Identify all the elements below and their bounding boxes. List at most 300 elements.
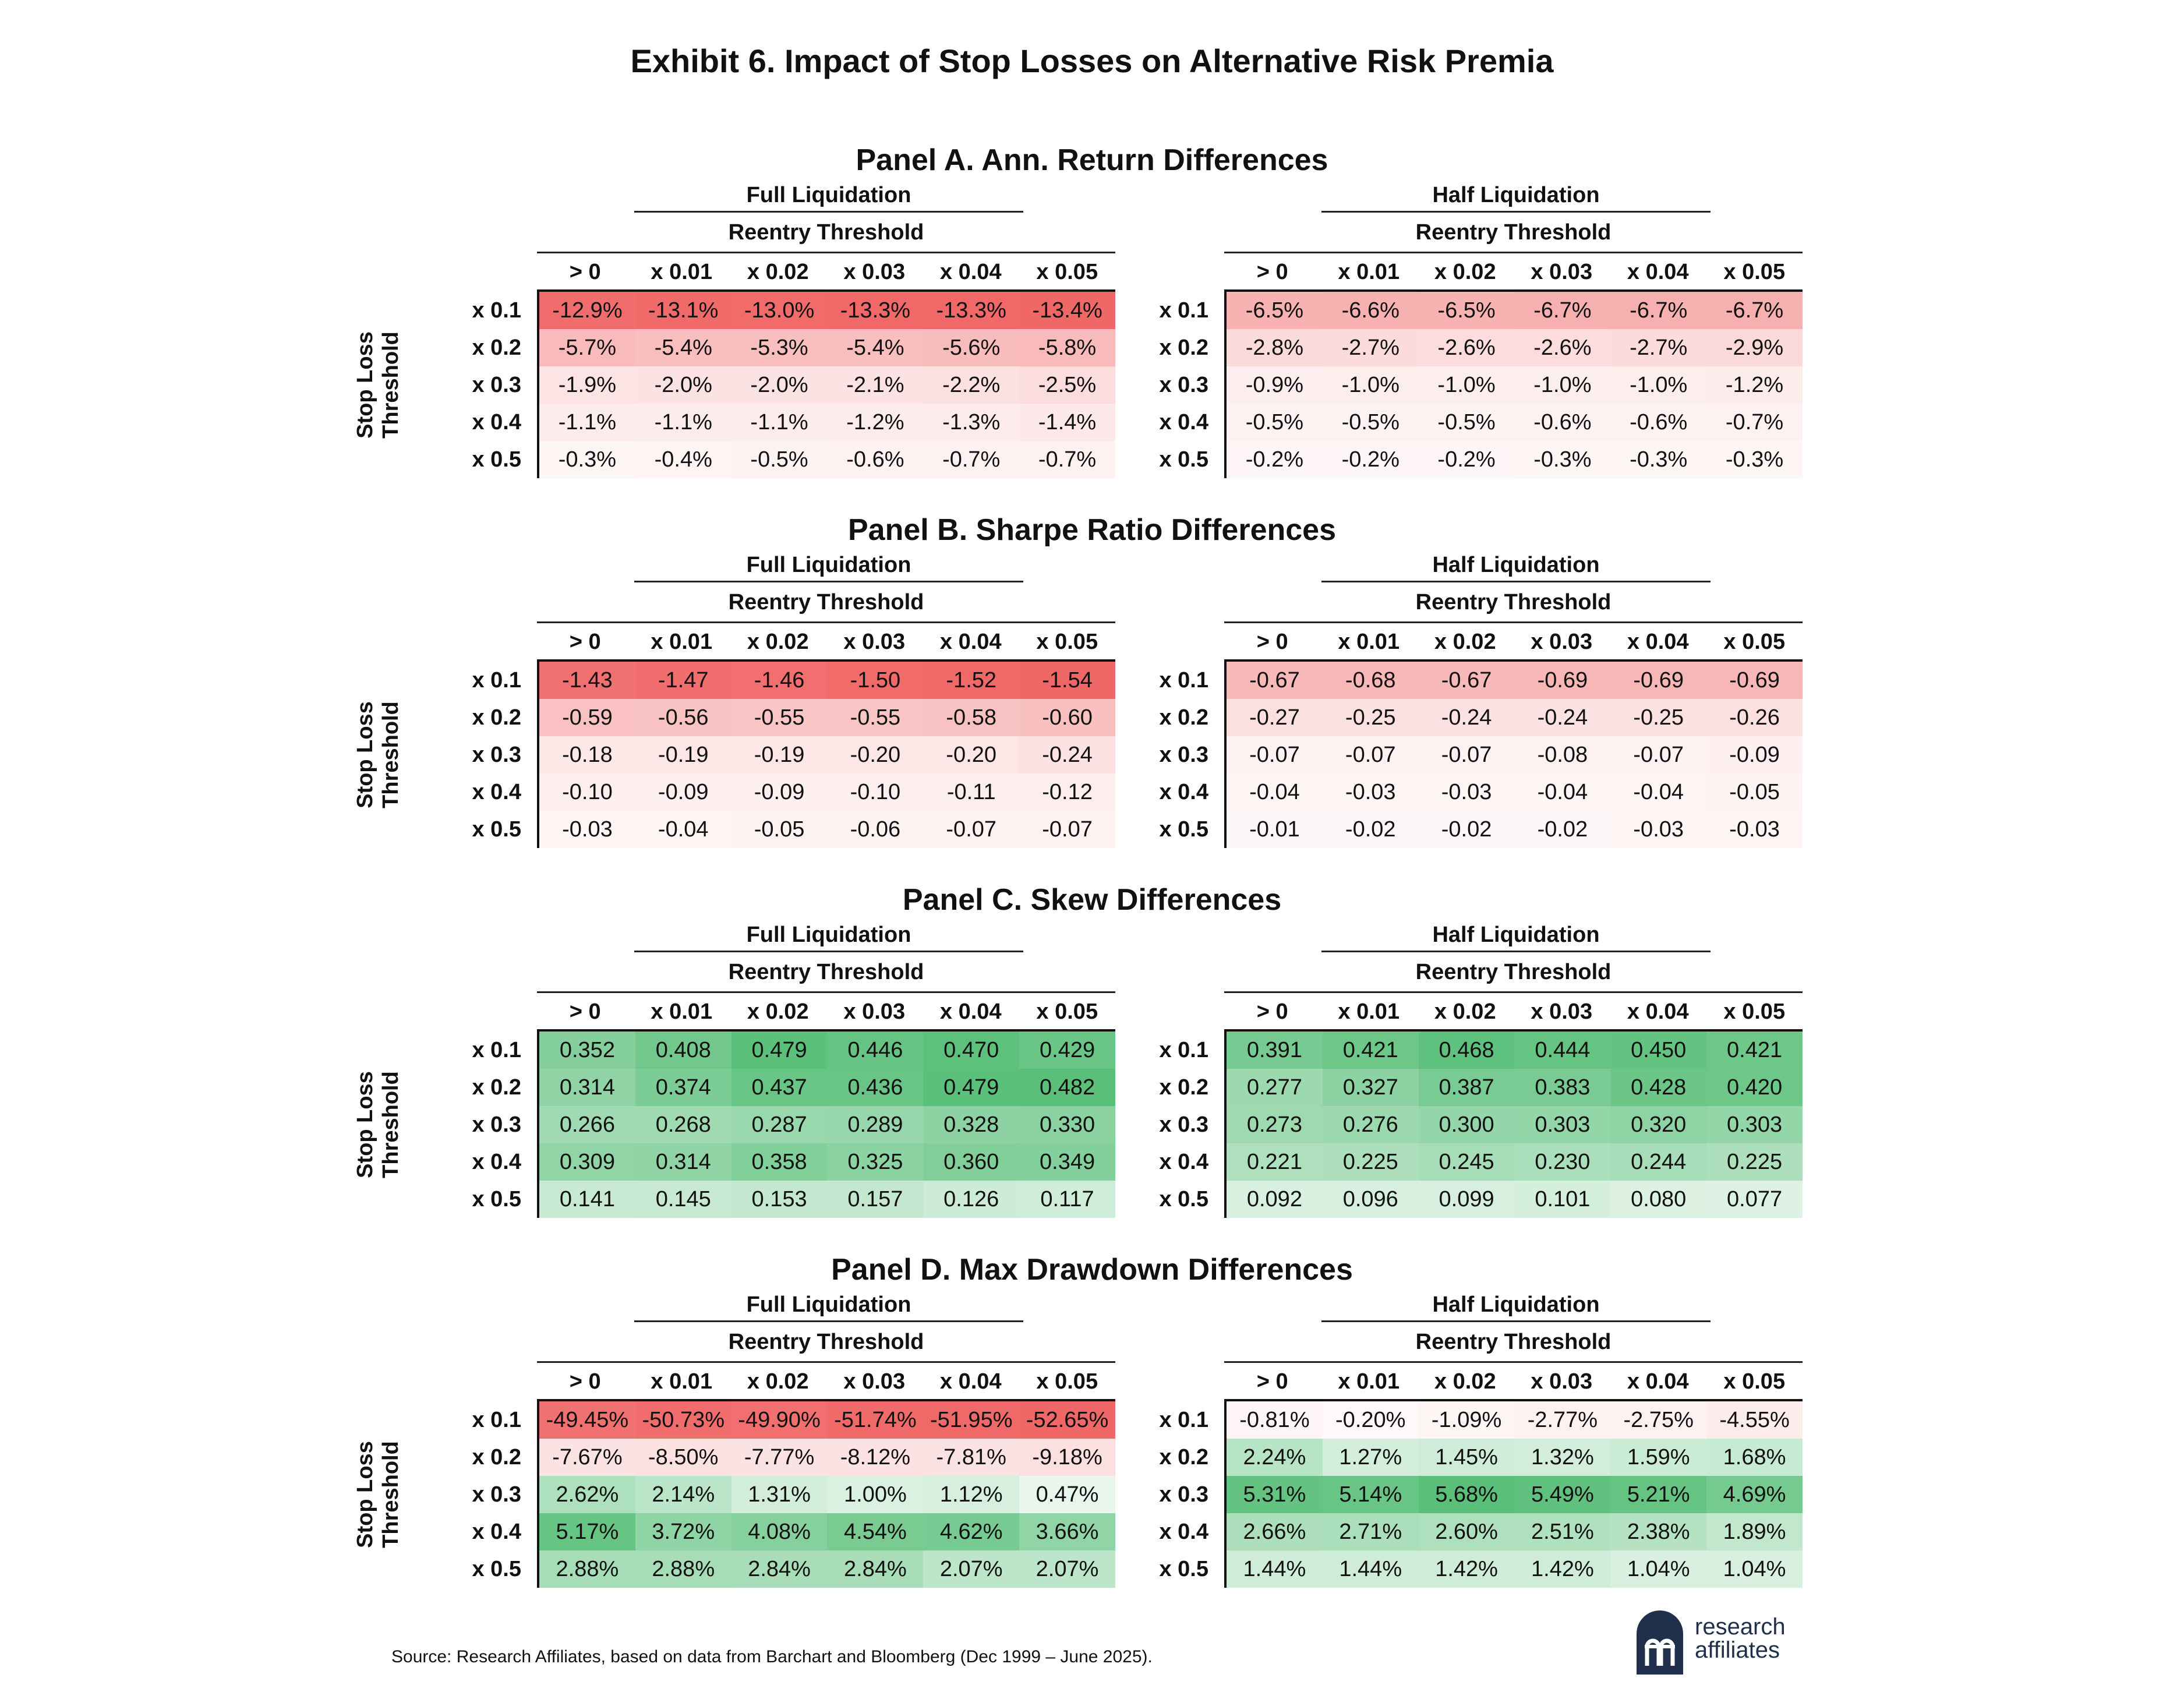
row-label: x 0.1 [472,298,521,323]
table-cell: -0.10 [539,773,635,811]
column-header: x 0.04 [939,630,1002,654]
table-row [539,1032,1115,1069]
row-label: x 0.2 [1159,1445,1208,1470]
table-cell: -0.20 [827,736,923,773]
table-cell: -0.69 [1610,662,1706,699]
table-cell: 5.21% [1610,1476,1706,1513]
table-cell: 0.225 [1323,1143,1419,1181]
table-cell: 0.300 [1419,1106,1515,1143]
column-header: x 0.02 [747,999,809,1024]
column-header: x 0.05 [1723,999,1786,1024]
table-row [539,811,1115,848]
table-cell: -0.59 [539,699,635,736]
panel-c [0,871,2184,1220]
row-label: x 0.1 [1159,1038,1208,1062]
research-affiliates-logo [1631,1610,1805,1675]
table-cell: 2.07% [1019,1550,1115,1588]
row-label: x 0.2 [1159,335,1208,360]
half-liquidation-table [1080,550,1803,841]
stop-loss-threshold-axis-label [352,309,411,461]
column-header: x 0.01 [1338,1369,1400,1394]
table-cell: 2.14% [635,1476,731,1513]
column-header: x 0.05 [1036,630,1098,654]
logo-line-2: affiliates [1695,1637,1780,1663]
column-header: > 0 [569,630,601,654]
column-header: x 0.04 [939,1369,1002,1394]
table-cell: -0.7% [1706,404,1803,441]
column-header: x 0.03 [843,630,906,654]
column-header: x 0.03 [843,999,906,1024]
table-row [539,1143,1115,1181]
table-row [1227,1550,1803,1588]
table-cell: -0.03 [1323,773,1419,811]
table-cell: 0.230 [1514,1143,1610,1181]
table-cell: -0.7% [1019,441,1115,478]
table-cell: -0.5% [1227,404,1323,441]
table-cell: 0.387 [1419,1069,1515,1106]
table-cell: 0.287 [731,1106,828,1143]
table-cell: 5.31% [1227,1476,1323,1513]
table-cell: -13.3% [827,292,923,329]
table-cell: -0.09 [1706,736,1803,773]
column-header: x 0.05 [1036,1369,1098,1394]
table-row [539,1476,1115,1513]
column-header-row [537,624,1115,662]
table-row [1227,366,1803,404]
table-cell: -2.0% [635,366,731,404]
table-row [539,1106,1115,1143]
table-cell: -5.3% [731,329,828,366]
axis-label-line-1: Stop Loss [353,1071,377,1178]
table-cell: -0.55 [827,699,923,736]
table-row [539,1181,1115,1218]
table-cell: 0.437 [731,1069,828,1106]
table-cell: 2.38% [1610,1513,1706,1550]
table-cell: -1.50 [827,662,923,699]
table-cell: -2.1% [827,366,923,404]
row-label: x 0.3 [1159,1482,1208,1507]
table-cell: -1.0% [1419,366,1515,404]
table-row [539,662,1115,699]
column-header: x 0.02 [747,630,809,654]
table-cell: -0.03 [1610,811,1706,848]
table-cell: 0.153 [731,1181,828,1218]
table-cell: -0.02 [1323,811,1419,848]
table-cell: 1.32% [1514,1439,1610,1476]
table-cell: 0.374 [635,1069,731,1106]
column-header: x 0.03 [1531,999,1593,1024]
reentry-threshold-header: Reentry Threshold [537,216,1115,253]
table-row [539,773,1115,811]
column-header: x 0.01 [651,999,713,1024]
table-cell: -2.5% [1019,366,1115,404]
row-label: x 0.4 [472,1150,521,1174]
panel-d [0,1241,2184,1590]
table-cell: -0.56 [635,699,731,736]
table-cell: -1.9% [539,366,635,404]
row-label: x 0.2 [1159,1075,1208,1100]
column-header: x 0.04 [1627,999,1689,1024]
table-cell: 0.157 [827,1181,923,1218]
row-label: x 0.4 [1159,780,1208,804]
row-labels [457,1401,527,1588]
column-header: x 0.04 [1627,1369,1689,1394]
table-cell: -0.3% [1610,441,1706,478]
source-note: Source: Research Affiliates, based on data from Barchart and Bloomberg (Dec 1999 – June 2025). [391,1647,1153,1666]
table-row [1227,773,1803,811]
table-cell: -1.43 [539,662,635,699]
table-cell: -9.18% [1019,1439,1115,1476]
table-cell: 0.077 [1706,1181,1803,1218]
full-liquidation-table [353,550,1115,842]
table-cell: 0.277 [1227,1069,1323,1106]
table-cell: 0.080 [1610,1181,1706,1218]
column-header: x 0.04 [939,260,1002,284]
row-label: x 0.4 [472,410,521,435]
table-cell: -0.9% [1227,366,1323,404]
table-row [539,1513,1115,1550]
table-cell: 3.66% [1019,1513,1115,1550]
table-cell: 1.00% [827,1476,923,1513]
logo-wordmark [1695,1615,1786,1662]
table-row [539,1401,1115,1439]
table-cell: 4.08% [731,1513,828,1550]
reentry-threshold-header: Reentry Threshold [1224,216,1803,253]
table-cell: 0.408 [635,1032,731,1069]
table-cell: -0.08 [1514,736,1610,773]
table-row [1227,1476,1803,1513]
value-grid [1224,662,1803,848]
table-cell: 2.24% [1227,1439,1323,1476]
table-cell: 1.42% [1514,1550,1610,1588]
table-cell: 0.092 [1227,1181,1323,1218]
table-cell: -1.0% [1514,366,1610,404]
table-cell: -8.50% [635,1439,731,1476]
table-cell: 0.420 [1706,1069,1803,1106]
table-cell: 0.320 [1610,1106,1706,1143]
table-row [539,329,1115,366]
table-cell: -0.02 [1419,811,1515,848]
table-cell: -0.07 [1227,736,1323,773]
column-header-row [1224,255,1803,292]
table-cell: -0.25 [1323,699,1419,736]
row-label: x 0.3 [472,373,521,397]
axis-label-line-1: Stop Loss [353,1441,377,1548]
row-label: x 0.2 [472,1445,521,1470]
table-cell: -0.03 [1419,773,1515,811]
table-cell: -5.7% [539,329,635,366]
table-cell: -1.09% [1419,1401,1515,1439]
panel-title: Panel C. Skew Differences [902,883,1282,917]
column-header: x 0.03 [843,1369,906,1394]
table-cell: -0.27 [1227,699,1323,736]
table-row [1227,441,1803,478]
table-cell: 0.096 [1323,1181,1419,1218]
table-row [539,366,1115,404]
table-cell: -0.26 [1706,699,1803,736]
panel-a [0,131,2184,481]
column-header: x 0.05 [1036,260,1098,284]
table-cell: -0.69 [1706,662,1803,699]
half-liquidation-table [1080,920,1803,1211]
table-cell: -0.05 [1706,773,1803,811]
table-cell: 0.276 [1323,1106,1419,1143]
table-cell: 5.68% [1419,1476,1515,1513]
value-grid [537,662,1115,848]
table-row [1227,404,1803,441]
table-cell: 1.04% [1706,1550,1803,1588]
table-cell: 1.27% [1323,1439,1419,1476]
table-cell: -7.77% [731,1439,828,1476]
row-label: x 0.3 [1159,743,1208,767]
table-cell: -1.47 [635,662,731,699]
column-header: x 0.03 [1531,260,1593,284]
table-cell: -0.10 [827,773,923,811]
row-label: x 0.4 [1159,410,1208,435]
table-cell: 0.289 [827,1106,923,1143]
table-cell: 0.468 [1419,1032,1515,1069]
table-cell: 0.421 [1706,1032,1803,1069]
table-cell: -0.6% [827,441,923,478]
table-cell: 0.349 [1019,1143,1115,1181]
row-label: x 0.5 [1159,817,1208,842]
row-label: x 0.3 [472,743,521,767]
table-cell: 0.436 [827,1069,923,1106]
value-grid [1224,292,1803,478]
table-cell: -2.6% [1514,329,1610,366]
row-label: x 0.1 [1159,668,1208,693]
table-cell: 1.44% [1323,1550,1419,1588]
table-cell: -1.1% [731,404,828,441]
column-header: x 0.05 [1036,999,1098,1024]
table-cell: 0.327 [1323,1069,1419,1106]
table-cell: -0.5% [1323,404,1419,441]
table-cell: -0.24 [1514,699,1610,736]
table-cell: 1.59% [1610,1439,1706,1476]
table-cell: -0.24 [1019,736,1115,773]
column-header: x 0.01 [651,260,713,284]
value-grid [537,1401,1115,1588]
table-row [1227,329,1803,366]
table-cell: 1.12% [923,1476,1019,1513]
table-row [1227,1032,1803,1069]
table-cell: -0.01 [1227,811,1323,848]
row-label: x 0.1 [1159,1408,1208,1432]
table-row [1227,1143,1803,1181]
table-cell: 0.470 [923,1032,1019,1069]
table-cell: -50.73% [635,1401,731,1439]
table-cell: 0.428 [1610,1069,1706,1106]
table-cell: 0.101 [1514,1181,1610,1218]
table-cell: -2.77% [1514,1401,1610,1439]
table-cell: -6.7% [1514,292,1610,329]
table-cell: -2.9% [1706,329,1803,366]
table-cell: -6.6% [1323,292,1419,329]
table-row [1227,1181,1803,1218]
table-row [1227,736,1803,773]
table-cell: -5.6% [923,329,1019,366]
table-cell: 0.479 [923,1069,1019,1106]
column-header: x 0.01 [1338,630,1400,654]
liquidation-header: Full Liquidation [634,550,1023,582]
column-header-row [537,255,1115,292]
column-header: x 0.04 [1627,260,1689,284]
table-cell: 0.47% [1019,1476,1115,1513]
liquidation-header: Full Liquidation [634,1290,1023,1322]
table-cell: -0.07 [1610,736,1706,773]
table-cell: -5.4% [827,329,923,366]
table-cell: -1.0% [1610,366,1706,404]
table-cell: -0.09 [731,773,828,811]
table-cell: 0.444 [1514,1032,1610,1069]
column-header: > 0 [569,999,601,1024]
table-cell: 0.450 [1610,1032,1706,1069]
reentry-threshold-header: Reentry Threshold [1224,1326,1803,1363]
column-header: x 0.01 [651,630,713,654]
table-cell: -49.45% [539,1401,635,1439]
full-liquidation-table [353,180,1115,472]
table-row [539,1439,1115,1476]
full-liquidation-table [353,920,1115,1211]
table-cell: -7.67% [539,1439,635,1476]
table-cell: 0.145 [635,1181,731,1218]
table-cell: 0.314 [539,1069,635,1106]
table-cell: -49.90% [731,1401,828,1439]
table-cell: -0.07 [1019,811,1115,848]
table-cell: 0.309 [539,1143,635,1181]
column-header: x 0.02 [1434,630,1496,654]
table-cell: 1.42% [1419,1550,1515,1588]
table-cell: 0.126 [923,1181,1019,1218]
table-cell: 0.314 [635,1143,731,1181]
table-cell: 0.245 [1419,1143,1515,1181]
table-cell: 0.099 [1419,1181,1515,1218]
table-row [539,1550,1115,1588]
table-cell: 2.66% [1227,1513,1323,1550]
table-cell: 5.49% [1514,1476,1610,1513]
table-cell: -0.5% [731,441,828,478]
table-cell: 0.330 [1019,1106,1115,1143]
table-cell: -0.69 [1514,662,1610,699]
table-cell: -0.05 [731,811,828,848]
table-row [1227,292,1803,329]
table-cell: 0.352 [539,1032,635,1069]
table-cell: -2.2% [923,366,1019,404]
row-label: x 0.1 [472,668,521,693]
reentry-threshold-header: Reentry Threshold [537,1326,1115,1363]
axis-label-line-1: Stop Loss [353,701,377,808]
liquidation-header: Half Liquidation [1321,180,1711,213]
table-cell: -0.2% [1227,441,1323,478]
column-header-row [1224,624,1803,662]
table-cell: -0.2% [1323,441,1419,478]
table-cell: 1.68% [1706,1439,1803,1476]
column-header: x 0.02 [747,260,809,284]
table-cell: -7.81% [923,1439,1019,1476]
column-header: > 0 [569,1369,601,1394]
table-cell: -1.52 [923,662,1019,699]
table-cell: 0.325 [827,1143,923,1181]
table-row [539,292,1115,329]
table-cell: -1.0% [1323,366,1419,404]
stop-loss-threshold-axis-label [352,679,411,831]
table-cell: -0.3% [1706,441,1803,478]
table-cell: -6.5% [1419,292,1515,329]
row-labels [457,1032,527,1218]
table-cell: 5.17% [539,1513,635,1550]
full-liquidation-table [353,1290,1115,1581]
table-cell: -0.12 [1019,773,1115,811]
research-affiliates-logo-icon [1631,1610,1689,1675]
table-cell: -0.06 [827,811,923,848]
value-grid [537,292,1115,478]
table-cell: -0.11 [923,773,1019,811]
column-header: x 0.04 [939,999,1002,1024]
row-label: x 0.5 [472,817,521,842]
table-cell: -0.4% [635,441,731,478]
table-cell: -0.81% [1227,1401,1323,1439]
table-cell: -0.68 [1323,662,1419,699]
table-cell: -0.07 [1419,736,1515,773]
table-cell: 0.479 [731,1032,828,1069]
table-cell: 2.62% [539,1476,635,1513]
table-cell: -0.58 [923,699,1019,736]
row-label: x 0.5 [472,1557,521,1581]
liquidation-header: Full Liquidation [634,180,1023,213]
table-row [1227,1106,1803,1143]
table-cell: -1.4% [1019,404,1115,441]
table-cell: 0.383 [1514,1069,1610,1106]
table-cell: -0.5% [1419,404,1515,441]
table-cell: 2.88% [635,1550,731,1588]
main-title: Exhibit 6. Impact of Stop Losses on Alternative Risk Premia [630,43,1554,79]
table-cell: 3.72% [635,1513,731,1550]
liquidation-header: Half Liquidation [1321,1290,1711,1322]
axis-label-line-2: Threshold [379,331,403,439]
table-cell: -0.67 [1419,662,1515,699]
table-row [539,736,1115,773]
table-cell: -13.3% [923,292,1019,329]
table-cell: -0.24 [1419,699,1515,736]
table-cell: -2.8% [1227,329,1323,366]
table-cell: -0.19 [731,736,828,773]
half-liquidation-table [1080,180,1803,471]
table-cell: -6.5% [1227,292,1323,329]
row-label: x 0.4 [472,780,521,804]
row-label: x 0.5 [1159,447,1208,472]
table-cell: 0.266 [539,1106,635,1143]
column-header: x 0.02 [1434,260,1496,284]
column-header-row [537,1364,1115,1401]
table-cell: 4.54% [827,1513,923,1550]
reentry-threshold-header: Reentry Threshold [1224,586,1803,623]
column-header: x 0.01 [1338,999,1400,1024]
table-row [1227,1439,1803,1476]
row-label: x 0.3 [472,1112,521,1137]
row-label: x 0.5 [1159,1187,1208,1211]
table-cell: -1.2% [827,404,923,441]
table-cell: -5.4% [635,329,731,366]
value-grid [1224,1401,1803,1588]
table-cell: -0.20% [1323,1401,1419,1439]
table-row [539,441,1115,478]
table-cell: 1.04% [1610,1550,1706,1588]
table-cell: -51.74% [827,1401,923,1439]
column-header: x 0.05 [1723,1369,1786,1394]
table-cell: 0.482 [1019,1069,1115,1106]
table-row [1227,1513,1803,1550]
table-cell: 5.14% [1323,1476,1419,1513]
